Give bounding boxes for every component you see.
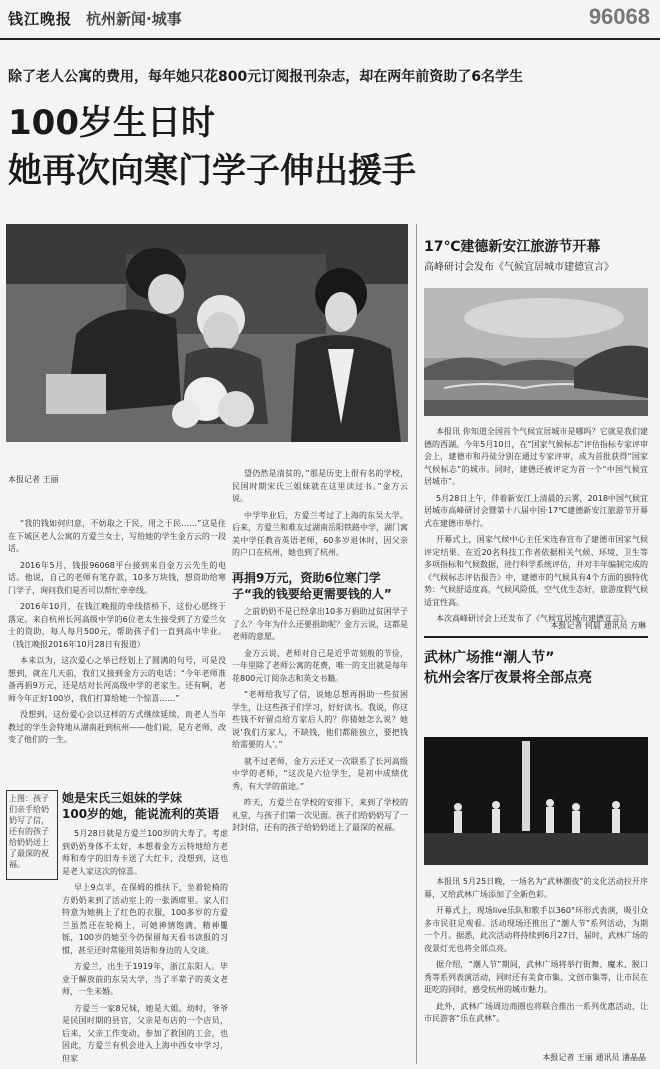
main-col1 [8, 518, 226, 751]
paragraph: 5月28日上午，伴着新安江上清晨的云雾，2018中国气候宜居城市高峰研讨会暨第十八届中国·17℃建德新安江旅游节开幕式在建德市举行。 [424, 493, 648, 528]
main-article-photo [6, 224, 408, 442]
paragraph: 据介绍，“潮人节”期间，武林广场将举行街舞、魔术、脱口秀等系列表演活动，同时还有美食市集、文创市集等，让市民在逛吃的同时，感受杭州的城市魅力。 [424, 960, 648, 994]
paragraph: 2016年10月，在钱江晚报的牵线搭桥下，这份心愿终于落定。来自杭州长河高级中学的6位老太生接受到了方爱兰女士的资助，每人每月500元，帮助孩子们一直到高中毕业。（钱江晚报2016年10月28日有报道） [8, 602, 226, 649]
left-subheading: 她是宋氏三姐妹的学妹 100岁的她，能说流利的英语 [62, 791, 220, 821]
side2-title: 武林广场推“潮人节” 杭州会客厅夜景将全部点亮 [424, 650, 592, 686]
paragraph: 金方云说，老师对自己是近乎苛刻般的节俭，一年里除了老师公寓的花费，唯一的支出就是每年花800元订阅杂志和英文书籍。 [232, 648, 408, 683]
side1-title: 17℃建德新安江旅游节开幕 [424, 239, 601, 255]
side1-subtitle: 高峰研讨会发布《气候宜居城市建德宣言》 [424, 262, 614, 273]
paragraph: 开幕式上，现场live乐队和歌手以360°环形式表演，吸引众多市民驻足观看。活动现场还推出了“潮人节”系列活动，为期一个月。据悉，此次活动将持续到6月27日，届时，武林广场的夜景灯光也将全部点亮。 [424, 906, 648, 953]
paragraph: 望仍然是清贫的，”那是历史上很有名的学校，民国时期宋氏三姐妹就在这里读过书。”金方云说。 [232, 469, 408, 503]
side1-body [424, 426, 648, 630]
paragraph: 开幕式上，国家气候中心主任宋连春宣布了建德市国家气候评定结果。在近20名科技工作者依据相关气候、环境、卫生等多项指标和气候数据，进行科学系统评估，并对丰年编制完成的《气候标志评估报告》中，建德市的气候具有4个方面的独特优势：气候舒适度高，气候风险低，空气优生态好，旅游度假气候适宜性高。 [424, 535, 648, 607]
photo-illustration [6, 224, 408, 442]
main-col2-bottom [232, 606, 408, 839]
column-divider [416, 224, 417, 1064]
side1-photo [424, 288, 648, 416]
paragraph: “老师给我写了信，说她总想再捐助一些贫困学生，让这些孩子们学习，好好读书。我说，你这些钱不好留点给方家后人的？你猜她怎么说？她说‘我们方家人，不缺钱，他们都能独立，要把钱给需要的人’。” [232, 690, 408, 749]
side2-body [424, 876, 648, 1030]
mid-subheading: 再捐9万元，资助6位寒门学子“我的钱要给更需要钱的人” [232, 571, 392, 601]
paragraph: 方爱兰一家8兄妹，她是大姐。幼时，爷爷是民国时期的县官，父亲是布店的一个店员，后来，父亲工作变动，参加了救国的工会，也因此，方爱兰有机会进入上海中西女中学习，但家 [62, 1003, 228, 1063]
paragraph: 本来以为，这次爱心之举已经划上了圆满的句号，可是没想到，就在几天前，我们又接到金方云的电话：“今年老师准备再捐9万元，还是结对长河高级中学的老家生。还有啊，老师今年正好100岁，我们打算给她一个惊喜……” [8, 656, 226, 703]
section-divider [424, 636, 648, 638]
paragraph: 2016年5月，钱报96068平台接到来自金方云先生的电话。他说，自己的老师有笔存款，10多万块钱，想资助给寒门学子，询问我们是否可以帮忙牵牵线。 [8, 560, 226, 595]
lake-scenery [424, 288, 648, 416]
masthead [0, 0, 660, 40]
section-title: 杭州新闻·城事 [86, 10, 182, 28]
main-byline: 本报记者 王丽 [8, 475, 59, 484]
side2-photo [424, 737, 648, 865]
paragraph: 昨天，方爱兰在学校的安排下，来到了学校的礼堂，与孩子们第一次见面。孩子们给奶奶写了一封封信，还有的孩子给奶奶送上了最深的祝福。 [232, 798, 408, 832]
paragraph: 本次高峰研讨会上还发布了《气候宜居城市建德宣言》。 [436, 614, 632, 623]
stage-performance [424, 737, 648, 865]
paragraph: 此外，武林广场周边商圈也将联合推出一系列优惠活动，让市民游客“乐在武林”。 [424, 1001, 648, 1023]
main-col2-top [232, 468, 408, 564]
paragraph: 早上9点半，在保姆的推扶下，坐着轮椅的方奶奶来到了活动室上的一张酒席里。家人们特意为她挑上了红色的衣服，100多岁的方爱兰虽然还在轮椅上，可她神情饱满，精神矍铄，100岁的她至今仍保留每天看书读报的习惯，甚至还时常能用英语和身边的人交谈。 [62, 883, 228, 955]
photo-caption-box: 上图：孩子们亲手给奶奶写了信，还有的孩子给奶奶送上了最深的祝福。 [6, 790, 58, 880]
side1-credit: 本报记者 何晨 通讯员 方琳 [550, 621, 646, 630]
side2-credit: 本报记者 王丽 通讯员 潘晶晶 [542, 1053, 646, 1062]
main-col1-bottom [62, 828, 228, 1069]
paragraph: 本报讯 5月25日晚，一场名为“武林潮夜”的文化活动拉开序幕，又给武林广场添加了全新色彩。 [424, 877, 648, 899]
paragraph: 没想到，这份爱心会以这样的方式继续延续，而老人当年教过的学生会特地从湖南赶到杭州——他们说，是方老师，改变了他们的一生。 [8, 710, 226, 744]
paragraph: 本报讯 你知道全国首个气候宜居城市是哪吗？它就是我们建德的西湖。今年5月10日，在“国家气候标志”评估指标专家评审会上，建德市和丹徒分别在通过专家评审，成为首批获得“国家气候标志”的城市。同时，建德还被评定为首一个“中国气候宜居城市”。 [424, 427, 648, 486]
article-headline-line1: 100岁生日时 [8, 103, 215, 143]
paragraph: 之前奶奶不是已经拿出10多万捐助过贫困学子了么？今年为什么还要捐助呢？金方云说，这都是老师的意愿。 [232, 607, 408, 641]
paragraph: “我的钱如何归意，不妨取之于民，用之于民……”这是住在下城区老人公寓的方爱兰女士，写给她的学生金方云的一段话。 [8, 519, 226, 553]
newspaper-logo: 钱江晚报 [8, 10, 73, 28]
paragraph: 中学毕业后，方爱兰考过了上海的东吴大学。后来，方爱兰和难友过湖南岳阳铁路中学，湖门寓美中学任教音英语老师，60多岁退休时，因父亲的户口在杭州，她也到了杭州。 [232, 510, 408, 557]
article-subheadline: 除了老人公寓的费用，每年她只花800元订阅报刊杂志，却在两年前资助了6名学生 [8, 69, 523, 85]
paragraph: 就不过老师，金方云还又一次联系了长河高级中学的老师，“这次是六位学生，是初中成绩优秀，有大学的前途。” [232, 756, 408, 791]
hotline-number: 96068 [588, 4, 650, 29]
article-headline-line2: 她再次向寒门学子伸出援手 [8, 151, 416, 191]
paragraph: 5月28日就是方爱兰100岁的大寿了。考虑到奶奶身体不太好，本想着金方云特地给方老师和寿字的旧寿卡送了大红卡，没想到，这也是老人家这次的惊喜。 [62, 829, 228, 876]
paragraph: 方爱兰，出生于1919年，浙江东阳人。毕业于解放前的东吴大学，当了半辈子的英文老师，一生未婚。 [62, 962, 228, 996]
